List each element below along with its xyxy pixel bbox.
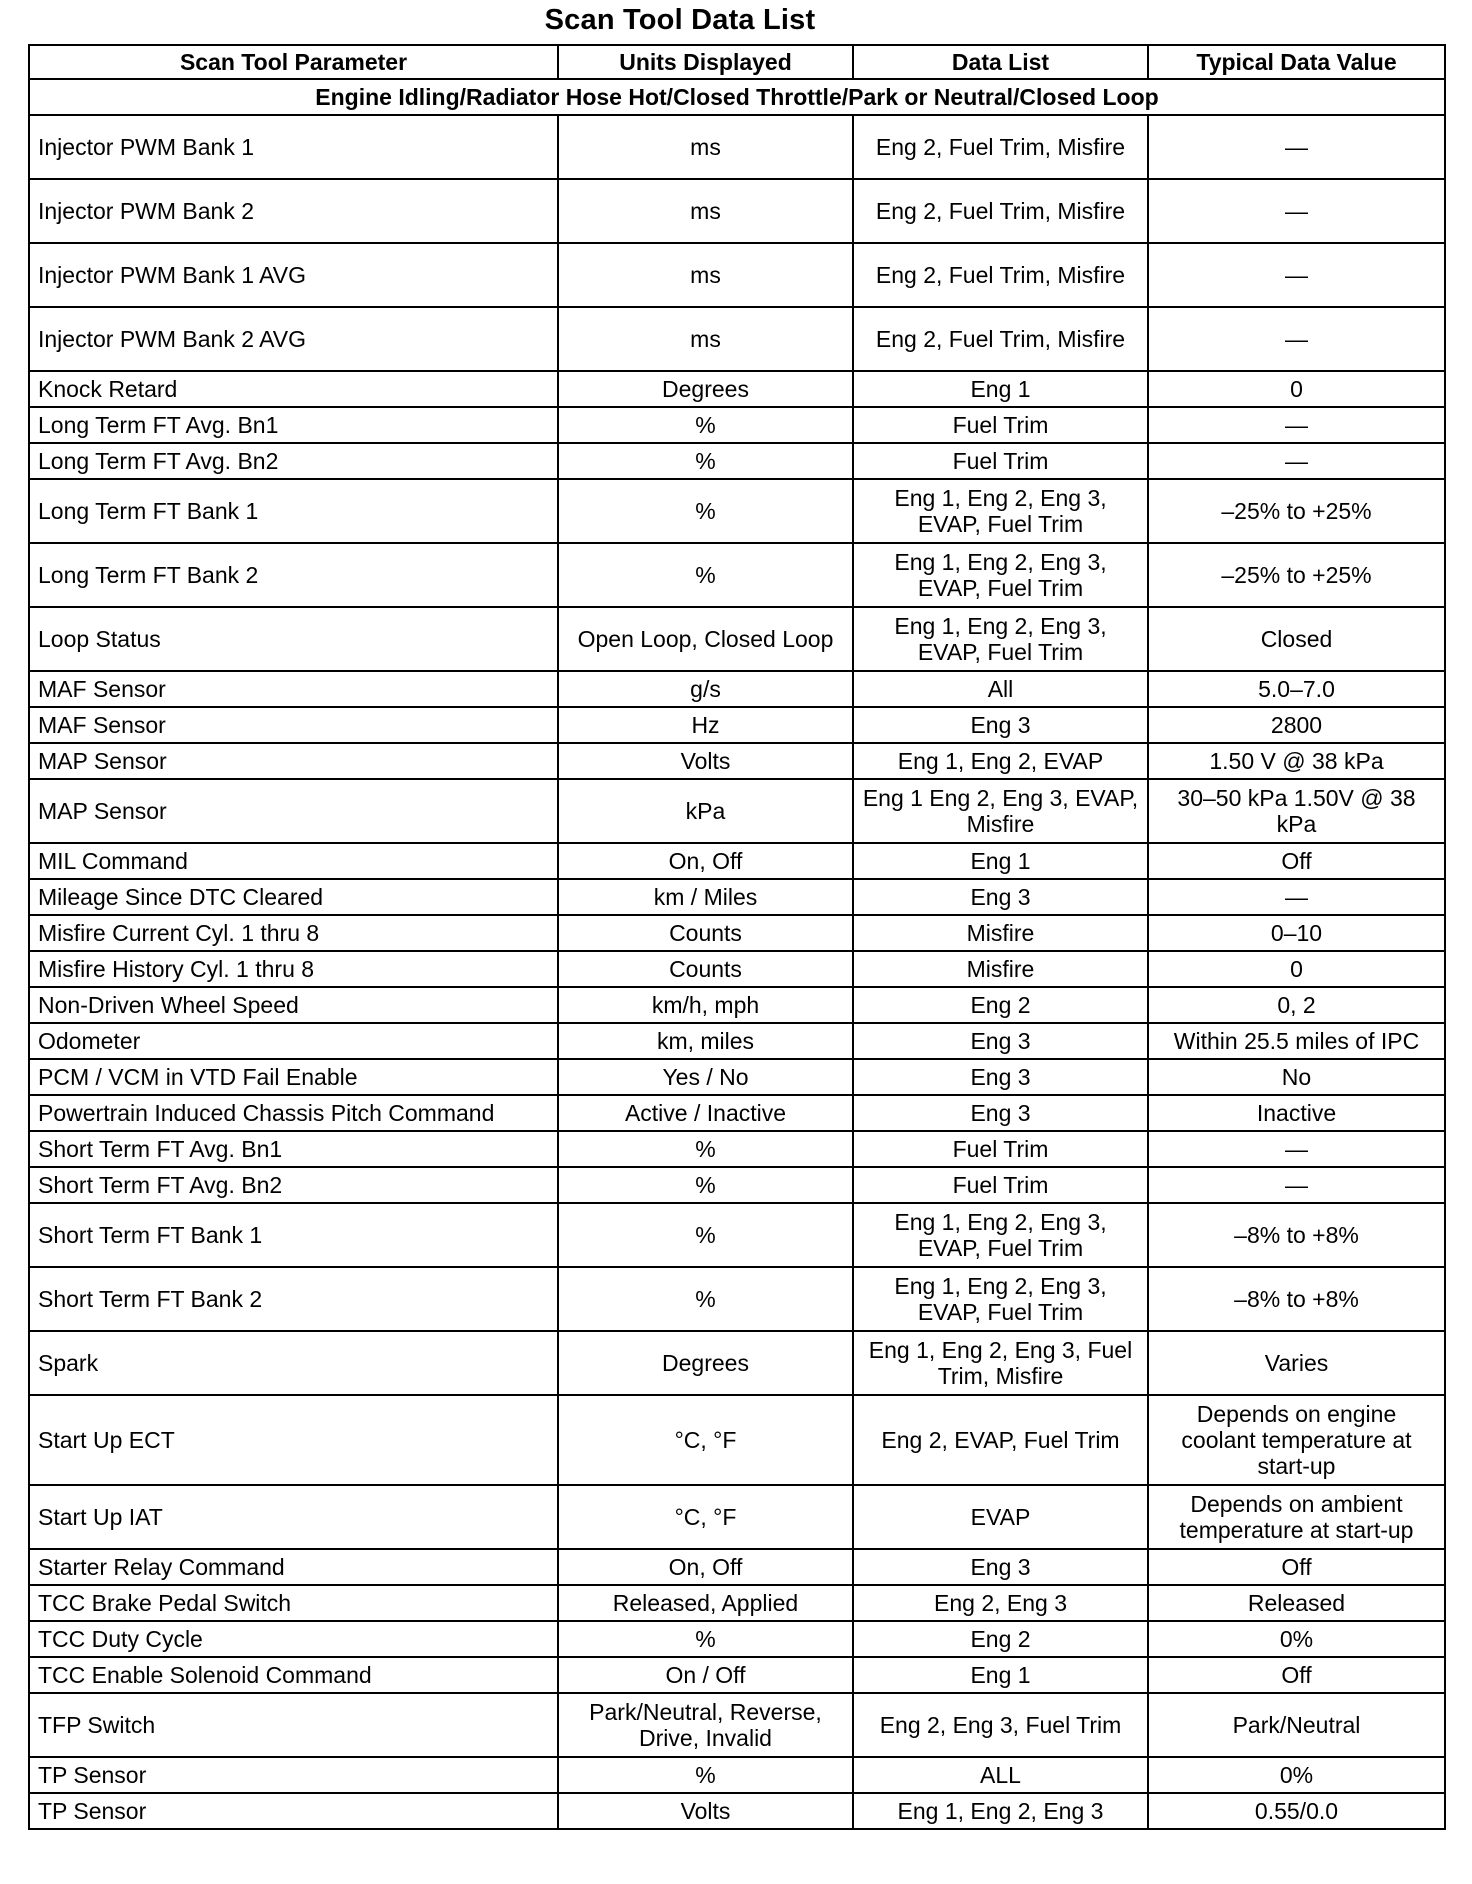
- typical-value-cell: —: [1148, 243, 1445, 307]
- parameter-cell: Long Term FT Avg. Bn2: [29, 443, 558, 479]
- typical-value-cell: Off: [1148, 1657, 1445, 1693]
- table-row: [29, 1793, 1445, 1829]
- units-cell: ms: [558, 115, 853, 179]
- typical-value-cell: Varies: [1148, 1331, 1445, 1395]
- units-cell: On / Off: [558, 1657, 853, 1693]
- parameter-cell: MIL Command: [29, 843, 558, 879]
- parameter-cell: TP Sensor: [29, 1793, 558, 1829]
- typical-value-cell: 2800: [1148, 707, 1445, 743]
- table-row: [29, 879, 1445, 915]
- section-heading: Engine Idling/Radiator Hose Hot/Closed Throttle/Park or Neutral/Closed Loop: [29, 79, 1445, 115]
- units-cell: %: [558, 443, 853, 479]
- table-row: [29, 1023, 1445, 1059]
- typical-value-cell: 0.55/0.0: [1148, 1793, 1445, 1829]
- typical-value-cell: —: [1148, 879, 1445, 915]
- data-list-cell: Eng 1: [853, 843, 1148, 879]
- typical-value-cell: No: [1148, 1059, 1445, 1095]
- parameter-cell: Short Term FT Bank 2: [29, 1267, 558, 1331]
- table-row: [29, 1585, 1445, 1621]
- column-header-units: Units Displayed: [558, 45, 853, 79]
- typical-value-cell: Park/Neutral: [1148, 1693, 1445, 1757]
- parameter-cell: Spark: [29, 1331, 558, 1395]
- parameter-cell: TCC Brake Pedal Switch: [29, 1585, 558, 1621]
- data-list-cell: Eng 1, Eng 2, Eng 3, EVAP, Fuel Trim: [853, 1267, 1148, 1331]
- data-list-cell: Eng 1, Eng 2, Eng 3, Fuel Trim, Misfire: [853, 1331, 1148, 1395]
- column-header-parameter: Scan Tool Parameter: [29, 45, 558, 79]
- parameter-cell: Loop Status: [29, 607, 558, 671]
- parameter-cell: TCC Duty Cycle: [29, 1621, 558, 1657]
- data-list-cell: Eng 1, Eng 2, Eng 3, EVAP, Fuel Trim: [853, 1203, 1148, 1267]
- units-cell: Active / Inactive: [558, 1095, 853, 1131]
- units-cell: Volts: [558, 1793, 853, 1829]
- units-cell: km, miles: [558, 1023, 853, 1059]
- data-list-cell: Eng 1, Eng 2, Eng 3: [853, 1793, 1148, 1829]
- typical-value-cell: Depends on ambient temperature at start-up: [1148, 1485, 1445, 1549]
- typical-value-cell: 0: [1148, 371, 1445, 407]
- table-row: [29, 951, 1445, 987]
- data-list-cell: Eng 1, Eng 2, Eng 3, EVAP, Fuel Trim: [853, 607, 1148, 671]
- table-row: [29, 115, 1445, 179]
- table-row: [29, 1267, 1445, 1331]
- parameter-cell: Start Up ECT: [29, 1395, 558, 1485]
- data-list-cell: Eng 2, Fuel Trim, Misfire: [853, 243, 1148, 307]
- table-row: [29, 443, 1445, 479]
- units-cell: Counts: [558, 951, 853, 987]
- parameter-cell: Injector PWM Bank 1 AVG: [29, 243, 558, 307]
- data-list-cell: Eng 1 Eng 2, Eng 3, EVAP, Misfire: [853, 779, 1148, 843]
- data-list-cell: Eng 2, Fuel Trim, Misfire: [853, 307, 1148, 371]
- parameter-cell: Mileage Since DTC Cleared: [29, 879, 558, 915]
- table-row: [29, 243, 1445, 307]
- units-cell: ms: [558, 307, 853, 371]
- table-row: [29, 779, 1445, 843]
- parameter-cell: PCM / VCM in VTD Fail Enable: [29, 1059, 558, 1095]
- data-list-cell: Eng 2, EVAP, Fuel Trim: [853, 1395, 1148, 1485]
- data-list-cell: Eng 3: [853, 1549, 1148, 1585]
- units-cell: Yes / No: [558, 1059, 853, 1095]
- parameter-cell: Injector PWM Bank 1: [29, 115, 558, 179]
- table-row: [29, 1485, 1445, 1549]
- parameter-cell: TFP Switch: [29, 1693, 558, 1757]
- parameter-cell: Misfire History Cyl. 1 thru 8: [29, 951, 558, 987]
- data-list-cell: Eng 3: [853, 707, 1148, 743]
- parameter-cell: Long Term FT Bank 2: [29, 543, 558, 607]
- table-row: [29, 371, 1445, 407]
- data-list-cell: Eng 1: [853, 1657, 1148, 1693]
- column-header-typical-value: Typical Data Value: [1148, 45, 1445, 79]
- units-cell: km / Miles: [558, 879, 853, 915]
- typical-value-cell: –25% to +25%: [1148, 543, 1445, 607]
- units-cell: On, Off: [558, 843, 853, 879]
- data-list-cell: Eng 1: [853, 371, 1148, 407]
- data-list-cell: Eng 2, Fuel Trim, Misfire: [853, 115, 1148, 179]
- table-row: [29, 479, 1445, 543]
- data-list-cell: Misfire: [853, 951, 1148, 987]
- table-row: [29, 543, 1445, 607]
- data-list-cell: Misfire: [853, 915, 1148, 951]
- data-list-cell: Fuel Trim: [853, 443, 1148, 479]
- data-list-cell: Eng 3: [853, 879, 1148, 915]
- typical-value-cell: –8% to +8%: [1148, 1267, 1445, 1331]
- parameter-cell: MAF Sensor: [29, 707, 558, 743]
- data-list-cell: Fuel Trim: [853, 407, 1148, 443]
- data-list-cell: Eng 2, Fuel Trim, Misfire: [853, 179, 1148, 243]
- typical-value-cell: 0: [1148, 951, 1445, 987]
- units-cell: Degrees: [558, 371, 853, 407]
- units-cell: Counts: [558, 915, 853, 951]
- typical-value-cell: –25% to +25%: [1148, 479, 1445, 543]
- typical-value-cell: Within 25.5 miles of IPC: [1148, 1023, 1445, 1059]
- parameter-cell: Starter Relay Command: [29, 1549, 558, 1585]
- table-row: [29, 743, 1445, 779]
- typical-value-cell: Off: [1148, 1549, 1445, 1585]
- table-row: [29, 1095, 1445, 1131]
- section-row: [29, 79, 1445, 115]
- scan-tool-data-table: [28, 44, 1446, 1830]
- data-list-cell: Eng 2, Eng 3: [853, 1585, 1148, 1621]
- data-list-cell: Eng 2: [853, 1621, 1148, 1657]
- data-list-cell: Eng 2, Eng 3, Fuel Trim: [853, 1693, 1148, 1757]
- data-list-cell: ALL: [853, 1757, 1148, 1793]
- data-list-cell: Eng 3: [853, 1059, 1148, 1095]
- typical-value-cell: 5.0–7.0: [1148, 671, 1445, 707]
- units-cell: g/s: [558, 671, 853, 707]
- units-cell: %: [558, 1167, 853, 1203]
- units-cell: ms: [558, 179, 853, 243]
- parameter-cell: Short Term FT Avg. Bn2: [29, 1167, 558, 1203]
- table-row: [29, 1167, 1445, 1203]
- typical-value-cell: Closed: [1148, 607, 1445, 671]
- typical-value-cell: 0%: [1148, 1621, 1445, 1657]
- typical-value-cell: —: [1148, 179, 1445, 243]
- table-row: [29, 1395, 1445, 1485]
- data-list-cell: Fuel Trim: [853, 1167, 1148, 1203]
- typical-value-cell: Depends on engine coolant temperature at start-up: [1148, 1395, 1445, 1485]
- table-row: [29, 843, 1445, 879]
- parameter-cell: Short Term FT Bank 1: [29, 1203, 558, 1267]
- parameter-cell: Long Term FT Avg. Bn1: [29, 407, 558, 443]
- table-row: [29, 1657, 1445, 1693]
- data-list-cell: All: [853, 671, 1148, 707]
- table-row: [29, 1549, 1445, 1585]
- typical-value-cell: —: [1148, 1167, 1445, 1203]
- table-row: [29, 1131, 1445, 1167]
- units-cell: ms: [558, 243, 853, 307]
- column-header-data-list: Data List: [853, 45, 1148, 79]
- table-row: [29, 1059, 1445, 1095]
- data-list-cell: Eng 3: [853, 1095, 1148, 1131]
- table-row: [29, 987, 1445, 1023]
- typical-value-cell: 0%: [1148, 1757, 1445, 1793]
- table-row: [29, 915, 1445, 951]
- table-row: [29, 179, 1445, 243]
- units-cell: °C, °F: [558, 1485, 853, 1549]
- parameter-cell: MAP Sensor: [29, 743, 558, 779]
- header-row: [29, 45, 1445, 79]
- typical-value-cell: —: [1148, 1131, 1445, 1167]
- data-list-cell: Fuel Trim: [853, 1131, 1148, 1167]
- parameter-cell: Start Up IAT: [29, 1485, 558, 1549]
- data-list-cell: Eng 2: [853, 987, 1148, 1023]
- units-cell: kPa: [558, 779, 853, 843]
- typical-value-cell: —: [1148, 307, 1445, 371]
- typical-value-cell: Off: [1148, 843, 1445, 879]
- table-body: [29, 79, 1445, 1829]
- typical-value-cell: Inactive: [1148, 1095, 1445, 1131]
- typical-value-cell: —: [1148, 443, 1445, 479]
- table-row: [29, 407, 1445, 443]
- parameter-cell: Long Term FT Bank 1: [29, 479, 558, 543]
- typical-value-cell: 1.50 V @ 38 kPa: [1148, 743, 1445, 779]
- units-cell: Park/Neutral, Reverse, Drive, Invalid: [558, 1693, 853, 1757]
- parameter-cell: TP Sensor: [29, 1757, 558, 1793]
- units-cell: Open Loop, Closed Loop: [558, 607, 853, 671]
- typical-value-cell: —: [1148, 407, 1445, 443]
- parameter-cell: Injector PWM Bank 2 AVG: [29, 307, 558, 371]
- typical-value-cell: 0, 2: [1148, 987, 1445, 1023]
- parameter-cell: Powertrain Induced Chassis Pitch Command: [29, 1095, 558, 1131]
- table-row: [29, 1331, 1445, 1395]
- table-row: [29, 1757, 1445, 1793]
- units-cell: %: [558, 407, 853, 443]
- parameter-cell: Odometer: [29, 1023, 558, 1059]
- parameter-cell: Knock Retard: [29, 371, 558, 407]
- table-row: [29, 707, 1445, 743]
- units-cell: %: [558, 1621, 853, 1657]
- table-row: [29, 1203, 1445, 1267]
- parameter-cell: Misfire Current Cyl. 1 thru 8: [29, 915, 558, 951]
- table-row: [29, 1621, 1445, 1657]
- units-cell: On, Off: [558, 1549, 853, 1585]
- parameter-cell: MAP Sensor: [29, 779, 558, 843]
- table-row: [29, 1693, 1445, 1757]
- units-cell: %: [558, 479, 853, 543]
- data-list-cell: Eng 1, Eng 2, Eng 3, EVAP, Fuel Trim: [853, 479, 1148, 543]
- units-cell: Hz: [558, 707, 853, 743]
- units-cell: %: [558, 1757, 853, 1793]
- typical-value-cell: 0–10: [1148, 915, 1445, 951]
- data-list-cell: Eng 1, Eng 2, Eng 3, EVAP, Fuel Trim: [853, 543, 1148, 607]
- units-cell: %: [558, 1267, 853, 1331]
- units-cell: °C, °F: [558, 1395, 853, 1485]
- units-cell: %: [558, 543, 853, 607]
- data-list-cell: EVAP: [853, 1485, 1148, 1549]
- units-cell: km/h, mph: [558, 987, 853, 1023]
- table-row: [29, 307, 1445, 371]
- typical-value-cell: —: [1148, 115, 1445, 179]
- table-row: [29, 671, 1445, 707]
- units-cell: Released, Applied: [558, 1585, 853, 1621]
- parameter-cell: MAF Sensor: [29, 671, 558, 707]
- parameter-cell: Injector PWM Bank 2: [29, 179, 558, 243]
- data-list-cell: Eng 1, Eng 2, EVAP: [853, 743, 1148, 779]
- typical-value-cell: 30–50 kPa 1.50V @ 38 kPa: [1148, 779, 1445, 843]
- typical-value-cell: –8% to +8%: [1148, 1203, 1445, 1267]
- data-list-cell: Eng 3: [853, 1023, 1148, 1059]
- units-cell: Volts: [558, 743, 853, 779]
- parameter-cell: TCC Enable Solenoid Command: [29, 1657, 558, 1693]
- parameter-cell: Short Term FT Avg. Bn1: [29, 1131, 558, 1167]
- page-title: Scan Tool Data List: [544, 4, 816, 36]
- parameter-cell: Non-Driven Wheel Speed: [29, 987, 558, 1023]
- typical-value-cell: Released: [1148, 1585, 1445, 1621]
- units-cell: %: [558, 1131, 853, 1167]
- units-cell: %: [558, 1203, 853, 1267]
- table-row: [29, 607, 1445, 671]
- units-cell: Degrees: [558, 1331, 853, 1395]
